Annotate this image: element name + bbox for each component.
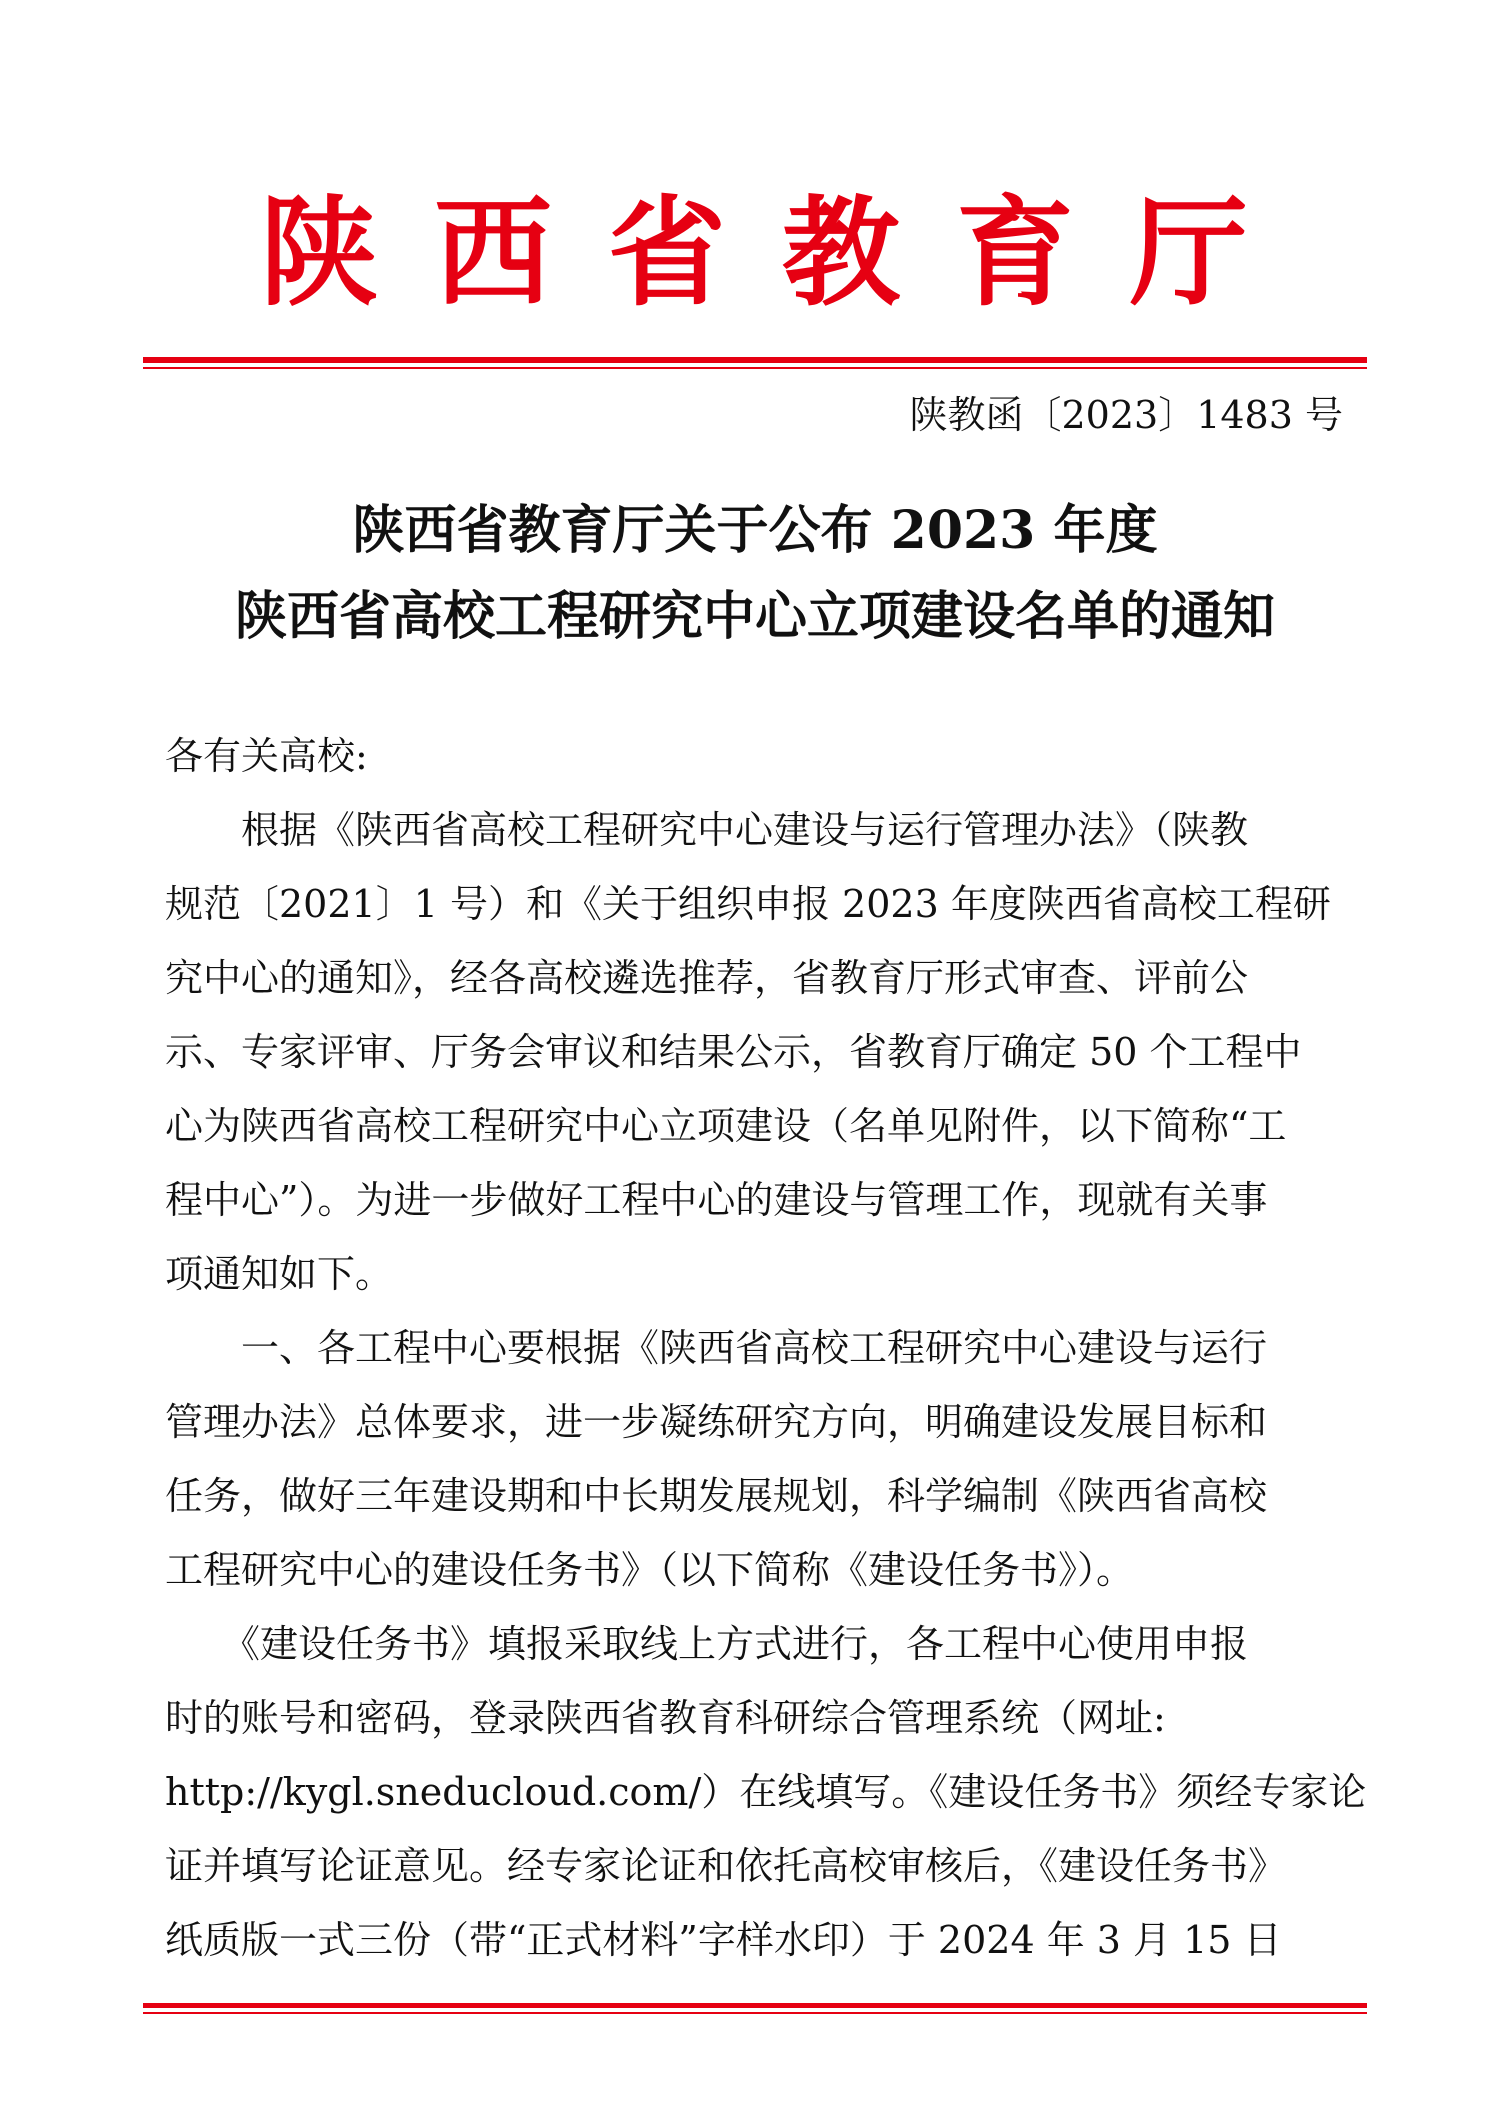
document-number: 陕教函〔2023〕1483 号 <box>909 393 1343 437</box>
masthead-char: 育 <box>955 183 1074 322</box>
body-line: 项通知如下。 <box>165 1252 394 1296</box>
body-line: 示、专家评审、厅务会审议和结果公示，省教育厅确定 50 个工程中 <box>165 1030 1302 1074</box>
body-line: 时的账号和密码，登录陕西省教育科研综合管理系统（网址: <box>165 1696 1166 1740</box>
footer-divider-thin <box>143 2012 1367 2014</box>
body-line: 工程研究中心的建设任务书》（以下简称《建设任务书》）。 <box>165 1548 1135 1592</box>
body-line: 程中心”）。为进一步做好工程中心的建设与管理工作，现就有关事 <box>165 1178 1268 1222</box>
masthead-divider-thin <box>143 367 1367 369</box>
body-line: 究中心的通知》，经各高校遴选推荐，省教育厅形式审查、评前公 <box>165 956 1249 1000</box>
masthead-char: 省 <box>607 183 726 322</box>
masthead <box>260 183 1248 322</box>
body-line: 规范〔2021〕1 号）和《关于组织申报 2023 年度陕西省高校工程研 <box>165 882 1331 926</box>
body-line: http://kygl.sneducloud.com/）在线填写。《建设任务书》须经专家论 <box>165 1770 1367 1814</box>
body-line: 证并填写论证意见。经专家论证和依托高校审核后，《建设任务书》 <box>165 1844 1287 1888</box>
body-line: 根据《陕西省高校工程研究中心建设与运行管理办法》（陕教 <box>165 808 1249 852</box>
body-line: 纸质版一式三份（带“正式材料”字样水印）于 2024 年 3 月 15 日 <box>165 1918 1282 1962</box>
body-line: 各有关高校: <box>165 734 368 778</box>
body-line: 任务，做好三年建设期和中长期发展规划，科学编制《陕西省高校 <box>165 1474 1268 1518</box>
masthead-char: 厅 <box>1129 183 1248 322</box>
masthead-char: 教 <box>781 183 900 322</box>
masthead-char: 西 <box>433 183 552 322</box>
masthead-char: 陕 <box>260 183 379 322</box>
masthead-divider-thick <box>143 357 1367 363</box>
document-title-line-2: 陕西省高校工程研究中心立项建设名单的通知 <box>234 586 1275 647</box>
body-line: 管理办法》总体要求，进一步凝练研究方向，明确建设发展目标和 <box>165 1400 1268 1444</box>
document-title-line-1: 陕西省教育厅关于公布 2023 年度 <box>352 500 1158 561</box>
body-line: 《建设任务书》填报采取线上方式进行，各工程中心使用申报 <box>165 1622 1249 1666</box>
body-line: 一、各工程中心要根据《陕西省高校工程研究中心建设与运行 <box>165 1326 1268 1370</box>
footer-divider-thick <box>143 2003 1367 2008</box>
body-line: 心为陕西省高校工程研究中心立项建设（名单见附件，以下简称“工 <box>165 1104 1287 1148</box>
